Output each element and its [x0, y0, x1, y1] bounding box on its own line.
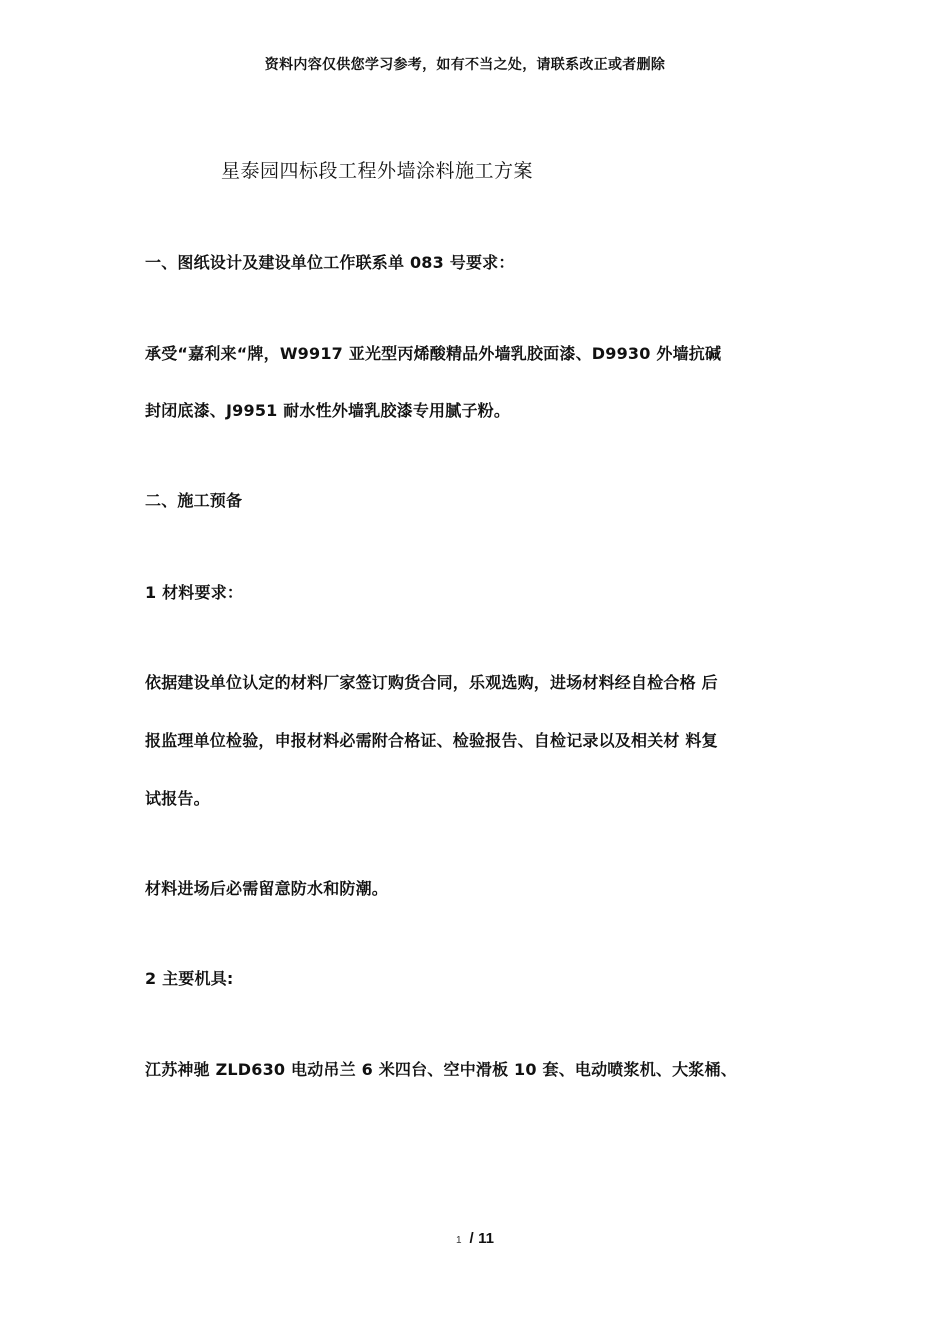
current-page-number: 1 [455, 1235, 462, 1246]
body-line-paragraph-2a: 依据建设单位认定的材料厂家签订购货合同，乐观选购，进场材料经自检合格 后 [145, 673, 718, 692]
body-line-paragraph-4: 江苏神驰 ZLD630 电动吊兰 6 米四台、空中滑板 10 套、电动喷浆机、大浆桶、 [145, 1060, 737, 1079]
body-line-section-2-heading: 二、施工预备 [145, 491, 243, 510]
disclaimer-header: 资料内容仅供您学习参考，如有不当之处，请联系改正或者删除 [264, 57, 666, 73]
body-line-section-1-heading: 一、图纸设计及建设单位工作联系单 083 号要求： [145, 253, 515, 272]
body-line-paragraph-2c: 试报告。 [145, 789, 210, 808]
body-line-paragraph-2b: 报监理单位检验，申报材料必需附合格证、检验报告、自检记录以及相关材 料复 [145, 731, 718, 750]
body-line-paragraph-1a: 承受“嘉利来“牌，W9917 亚光型丙烯酸精品外墙乳胶面漆、D9930 外墙抗碱 [145, 344, 722, 363]
total-pages: 11 [478, 1230, 495, 1247]
body-line-subsection-1: 1 材料要求： [145, 583, 244, 602]
body-line-paragraph-3: 材料进场后必需留意防水和防潮。 [145, 879, 389, 898]
body-line-paragraph-1b: 封闭底漆、J9951 耐水性外墙乳胶漆专用腻子粉。 [145, 401, 511, 420]
document-title: 星泰园四标段工程外墙涂料施工方案 [221, 160, 534, 182]
page-separator: / [469, 1230, 474, 1247]
body-line-subsection-2: 2 主要机具: [145, 969, 234, 988]
page-footer [0, 1230, 950, 1248]
